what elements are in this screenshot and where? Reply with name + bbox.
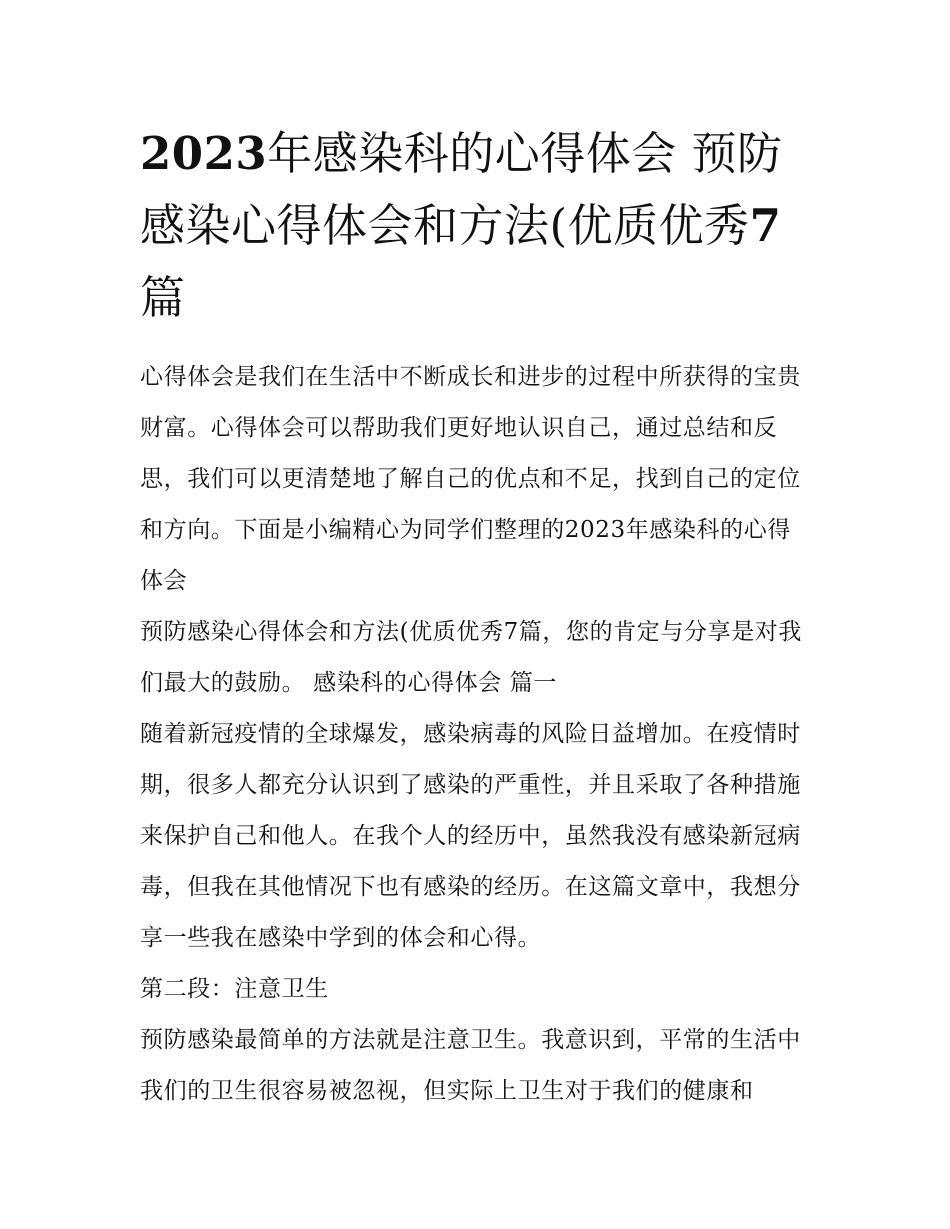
paragraph-hygiene: 预防感染最简单的方法就是注意卫生。我意识到，平常的生活中我们的卫生很容易被忽视，但实际上卫生对于我们的健康和: [140, 1027, 801, 1104]
document-title: [140, 118, 812, 334]
document-page: [140, 118, 812, 1117]
section-heading-hygiene: 第二段：注意卫生: [140, 976, 329, 1002]
paragraph-subtitle: 预防感染心得体会和方法(优质优秀7篇，您的肯定与分享是对我们最大的鼓励。 感染科的心得体会 篇一: [140, 619, 803, 696]
paragraph-section-one: 随着新冠疫情的全球爆发，感染病毒的风险日益增加。在疫情时期，很多人都充分认识到了感染的严重性，并且采取了各种措施来保护自己和他人。在我个人的经历中，虽然我没有感染新冠病毒，但我在其他情况下也有感染的经历。在这篇文章中，我想分享一些我在感染中学到的体会和心得。: [140, 721, 801, 951]
title-year: 2023: [140, 127, 268, 180]
title-count: 7: [749, 199, 782, 252]
document-body: [140, 352, 812, 1117]
title-text-main: 年感染科的心得体会 预防感染心得体会和方法(优质优秀: [140, 127, 783, 252]
paragraph-intro: 心得体会是我们在生活中不断成长和进步的过程中所获得的宝贵财富。心得体会可以帮助我们更好地认识自己，通过总结和反思，我们可以更清楚地了解自己的优点和不足，找到自己的定位和方向。下面是小编精心为同学们整理的2023年感染科的心得体会: [140, 364, 801, 594]
title-text-end: 篇: [140, 271, 186, 324]
